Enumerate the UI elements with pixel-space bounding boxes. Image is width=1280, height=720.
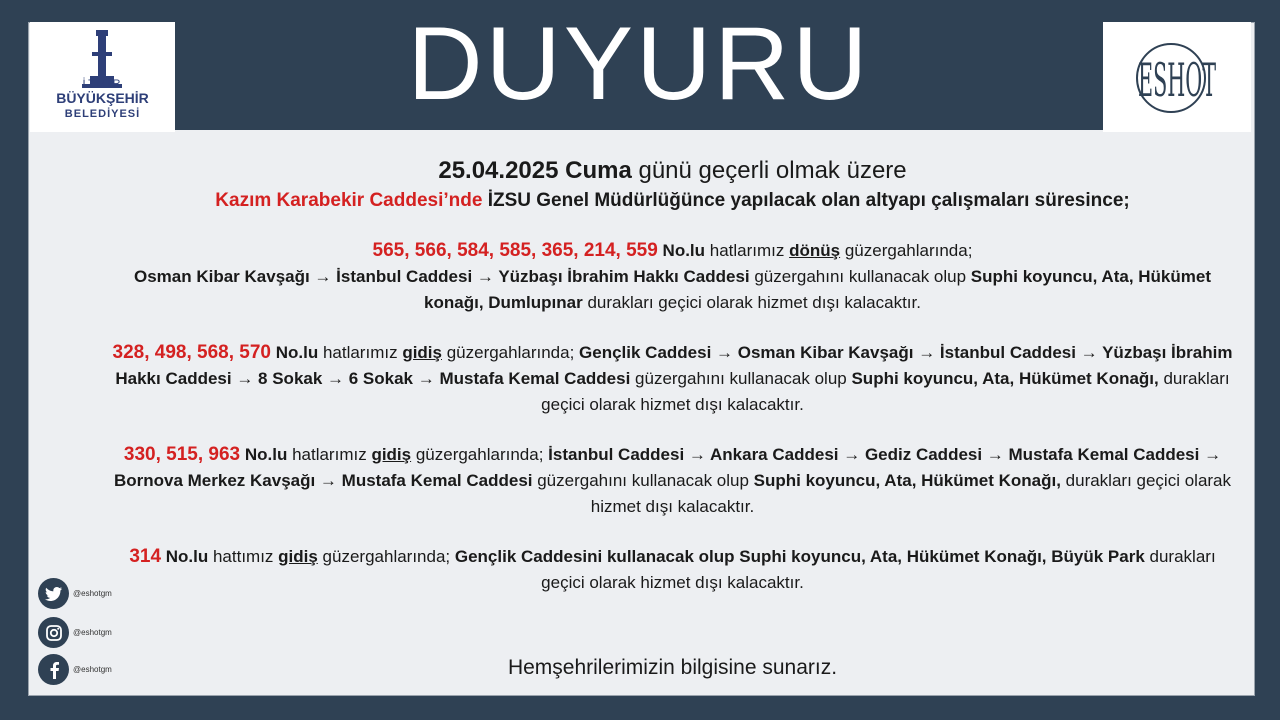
eshot-monogram: ESHOT — [1138, 53, 1217, 107]
route-block-2 — [110, 340, 1235, 418]
social-handle: @eshotgm — [73, 665, 112, 674]
block-text: hatlarımız — [287, 445, 372, 464]
route-text: Osman Kibar Kavşağı → İstanbul Caddesi → Yüzbaşı İbrahim Hakkı Caddesi — [133, 267, 750, 286]
line-numbers: 328, 498, 568, 570 — [112, 342, 271, 363]
facebook-icon — [38, 654, 69, 685]
intro-date-line — [110, 156, 1235, 186]
block-text: güzergahını kullanacak olup — [532, 471, 754, 490]
nolu-text: No.lu — [161, 547, 209, 566]
block-text: durakları geçici olarak hizmet dışı kalacaktır. — [541, 369, 1230, 414]
route-text: İstanbul Caddesi → Ankara Caddesi → Gediz Caddesi → Mustafa Kemal Caddesi → Bornova Merkez Kavşağı → Mustafa Kemal Caddesi — [113, 445, 1222, 490]
notice-body — [110, 156, 1235, 596]
block-text: hattımız — [208, 547, 279, 566]
nolu-text: No.lu — [240, 445, 288, 464]
instagram-icon — [38, 617, 69, 648]
stops-text: Suphi koyuncu, Ata, Hükümet Konağı, — [851, 369, 1159, 388]
effective-date: 25.04.2025 Cuma — [438, 157, 632, 184]
social-handle: @eshotgm — [73, 589, 112, 598]
block-text: güzergahını kullanacak olup — [630, 369, 852, 388]
title-bar — [175, 0, 1103, 130]
block-text: güzergahlarında; — [840, 241, 973, 260]
closing-note: Hemşehrilerimizin bilgisine sunarız. — [507, 656, 838, 679]
logo-line3: BELEDİYESİ — [64, 108, 141, 120]
block-text: güzergahlarında; — [411, 445, 549, 464]
block-text: güzergahını kullanacak olup — [749, 267, 971, 286]
izmir-municipality-logo — [30, 22, 175, 132]
block-text: durakları geçici olarak hizmet dışı kalacaktır. — [541, 547, 1216, 592]
street-name: Kazım Karabekir Caddesi’nde — [215, 190, 483, 211]
nolu-text: No.lu — [657, 241, 706, 260]
line-numbers: 330, 515, 963 — [123, 444, 241, 465]
route-block-1 — [110, 238, 1235, 316]
social-instagram[interactable] — [38, 617, 112, 648]
page-title: DUYURU — [407, 6, 871, 122]
route-block-4 — [110, 544, 1235, 596]
social-handle: @eshotgm — [73, 628, 112, 637]
direction: gidiş — [402, 343, 442, 362]
route-text: Gençlik Caddesi → Osman Kibar Kavşağı → İstanbul Caddesi → Yüzbaşı İbrahim Hakkı Caddesi → 8 Sokak → 6 Sokak → Mustafa Kemal Caddesi — [115, 343, 1233, 388]
block-text: güzergahlarında; — [317, 547, 455, 566]
twitter-icon — [38, 578, 69, 609]
date-rest-text: günü geçerli olmak üzere — [631, 157, 907, 184]
block-text: güzergahlarında; — [441, 343, 580, 362]
block-text: hatlarımız — [318, 343, 403, 362]
line-numbers: 314 — [129, 546, 162, 567]
social-facebook[interactable] — [38, 654, 112, 685]
logo-line2: BÜYÜKŞEHİR — [56, 90, 149, 106]
route-text: Gençlik Caddesini kullanacak olup Suphi koyuncu, Ata, Hükümet Konağı, Büyük Park — [454, 547, 1145, 566]
block-text: hatlarımız — [705, 241, 790, 260]
stops-text: Suphi koyuncu, Ata, Hükümet Konağı, — [753, 471, 1061, 490]
logo-line1: İZMİR — [82, 78, 123, 90]
stops-text: Suphi koyuncu, Ata, Hükümet konağı, Dumlupınar — [424, 267, 1212, 312]
social-twitter[interactable] — [38, 578, 112, 609]
block-text: durakları geçici olarak hizmet dışı kalacaktır. — [590, 471, 1232, 516]
route-block-3 — [110, 442, 1235, 520]
eshot-logo — [1103, 22, 1251, 132]
eshot-monogram-icon — [1103, 22, 1251, 132]
nolu-text: No.lu — [271, 343, 319, 362]
reason-text: İZSU Genel Müdürlüğünce yapılacak olan altyapı çalışmaları süresince; — [482, 190, 1130, 211]
direction: gidiş — [278, 547, 318, 566]
line-numbers: 565, 566, 584, 585, 365, 214, 559 — [372, 240, 658, 261]
intro-reason-line — [110, 188, 1235, 214]
direction: gidiş — [371, 445, 412, 464]
block-text: durakları geçici olarak hizmet dışı kalacaktır. — [582, 293, 921, 312]
direction: dönüş — [789, 241, 841, 260]
